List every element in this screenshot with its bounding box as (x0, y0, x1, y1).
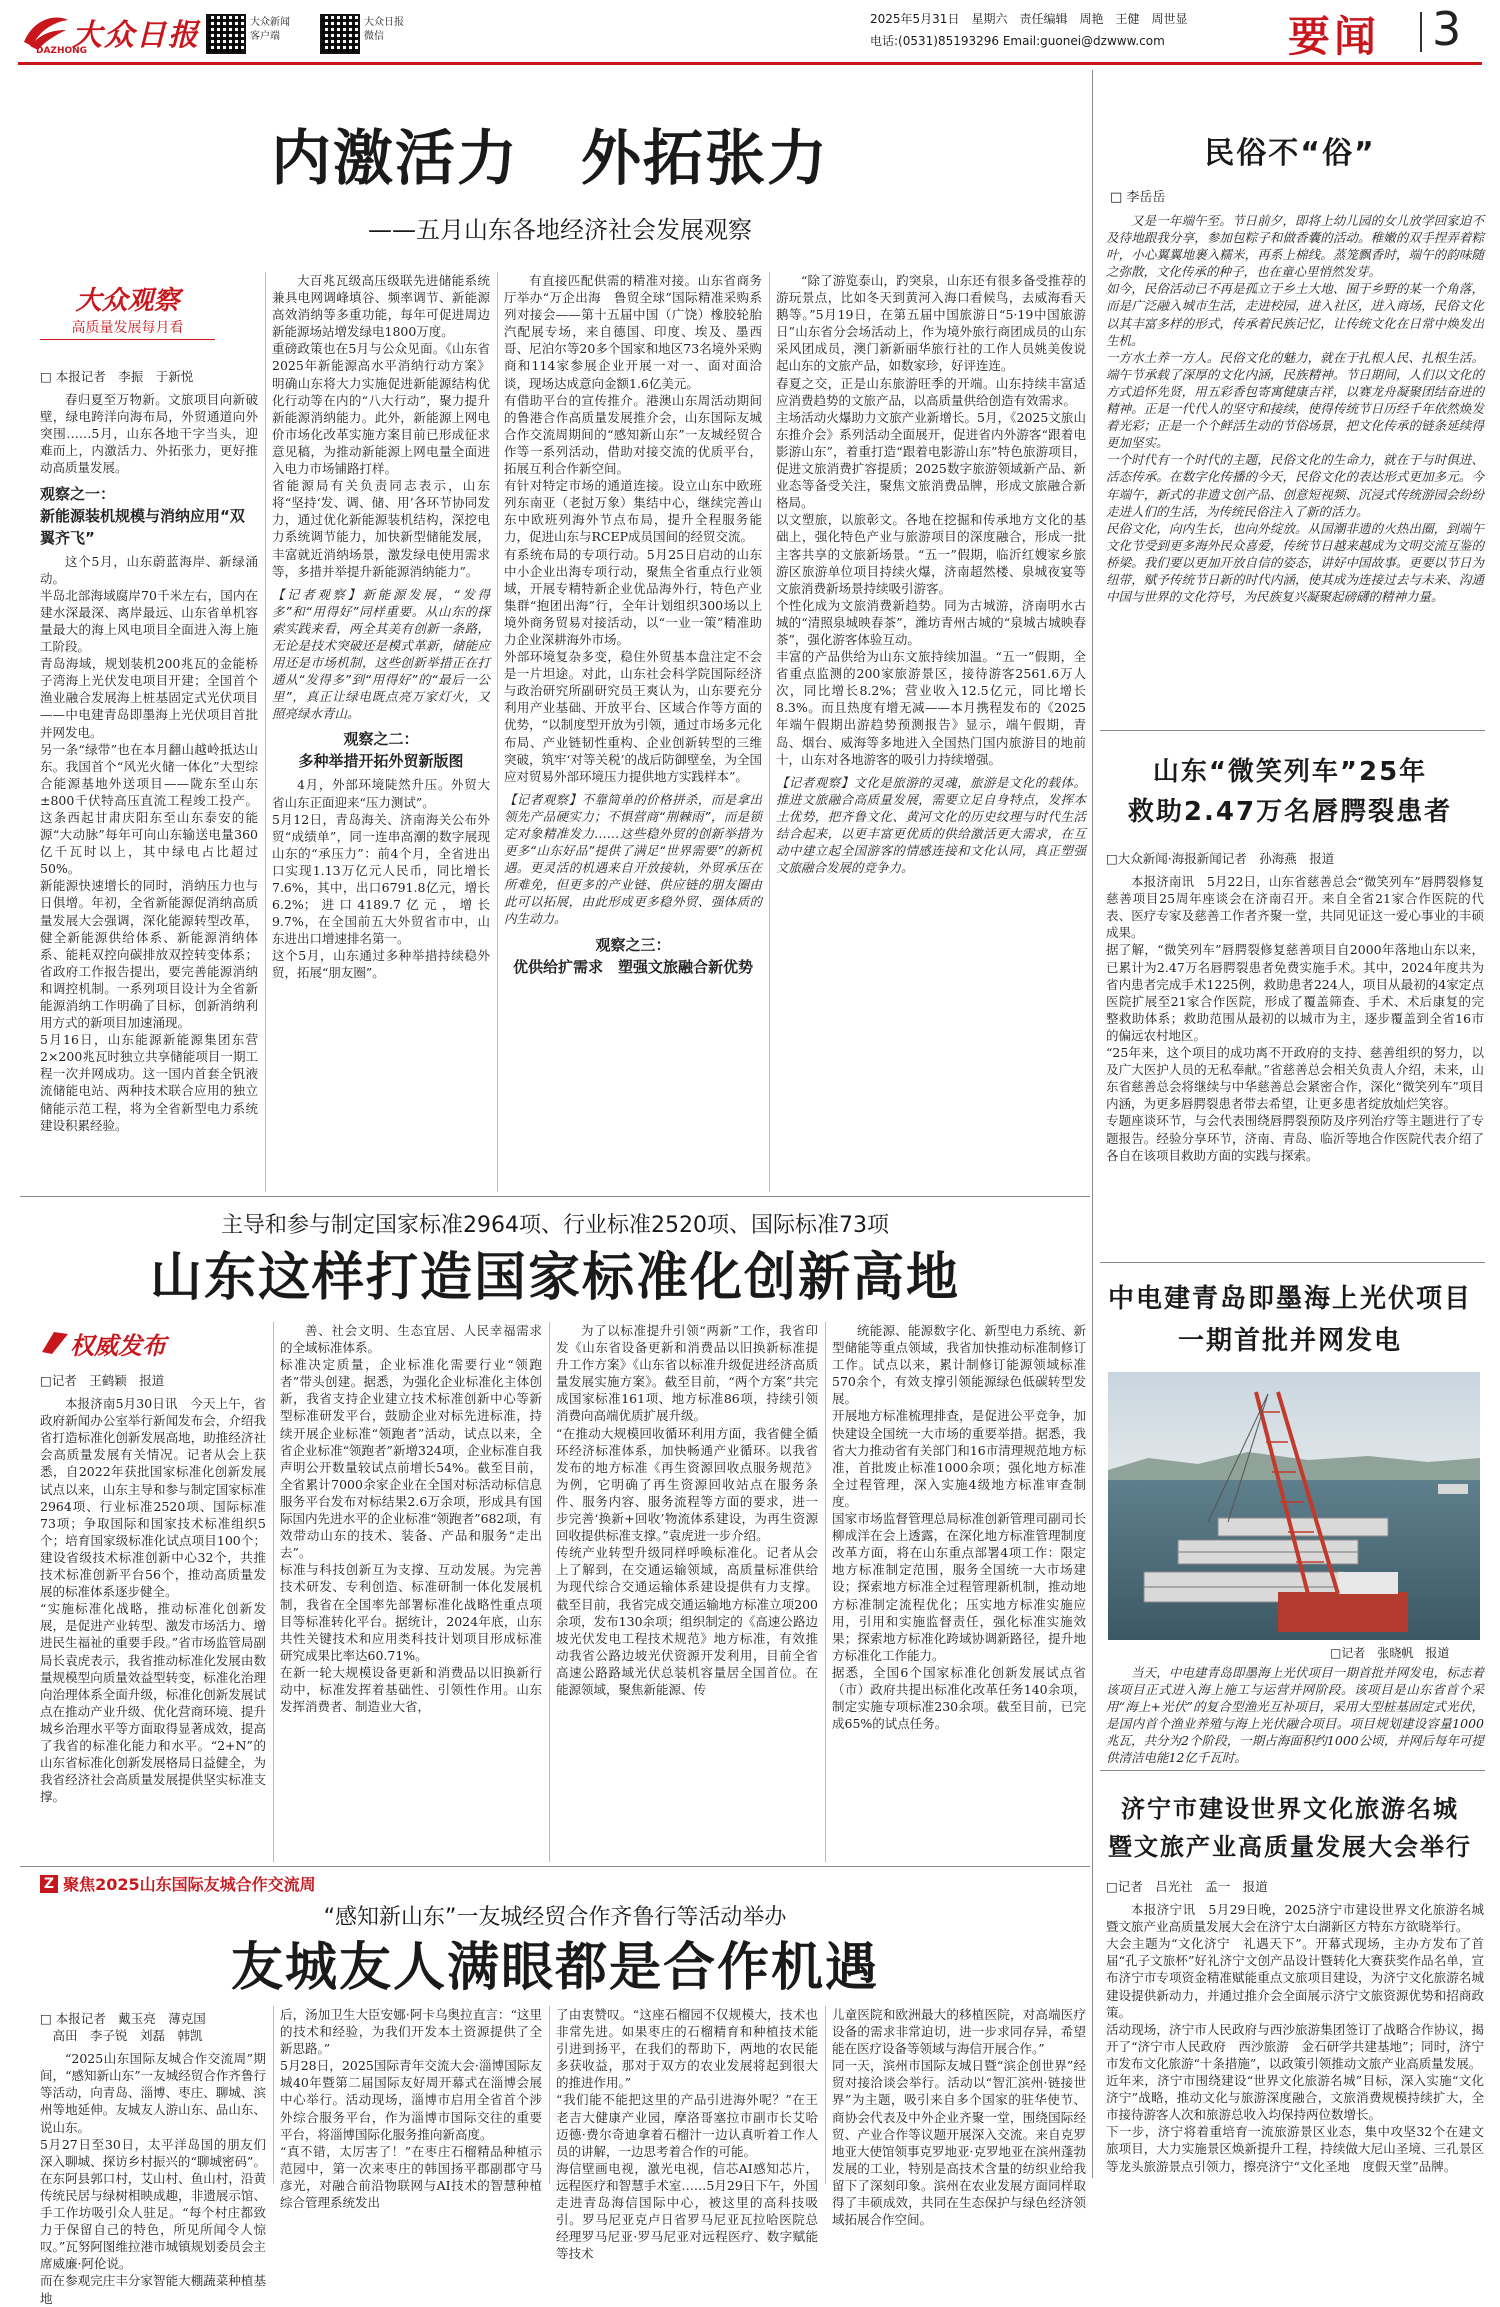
friend-city-text-3: 了由衷赞叹。“这座石榴园不仅规模大，技术也非常先进。如果枣庄的石榴精育和种植技术能引进到扬平，在我们的帮助下，两地的农民能多获收益，那对于双方的农业发展将起到很大的推进作用。” “我们能不能把这里的产品引进海外呢？”在王老吉大健康产业园，摩洛哥塞拉市副市长艾哈迈德·费尔奇迪拿着石榴汁一边认真听着工作人员的讲解，一边思考着合作的可能。 海信壁画电视，激光电视，信芯AI感知芯片，远程医疗和智慧手术室……5月29日下午，外国走进青岛海信国际中心，被这里的高科技吸引。罗马尼亚克卢日省罗马尼亚瓦拉哈医院总经理罗马尼亚·罗马尼亚对远程医疗、数字赋能等技术 (556, 2007, 818, 2262)
section-title: 要闻 (1288, 12, 1381, 61)
standards-text-1: 本报济南5月30日讯 今天上午，省政府新闻办公室举行新闻发布会，介绍我省打造标准化创新发展高地，助推经济社会高质量发展有关情况。记者从会上获悉，自2022年获批国家标准化创新发展试点以来，山东主导和参与制定国家标准2964项、行业标准2520项、国际标准73项；争取国际和国家技术标准组织5个；培育国家级标准化试点项目100个；建设省级技术标准创新中心32个，共推技术标准创新平台56个，推动高质量发展的标准体系逐步健全。 “实施标准化战略，推动标准化创新发展，是促进产业转型、激发市场活力、增进民生福祉的重要手段。”省市场监管局副局长袁虎表示，我省推动标准化发展由数量规模型向质量效益型转变，标准化治理向治理体系全面升级，标准化创新发展试点在推动产业升级、优化营商环境、提升城乡治理水平等方面取得显著成效，提高了我省的标准化能力和水平。“2+N”的山东省标准化创新发展格局日益健全，为我省经济社会高质量发展提供坚实标准支撑。 (40, 1396, 266, 1805)
folk-body (1106, 212, 1484, 722)
newspaper-logo-en: DAZHONG (36, 46, 88, 56)
standards-column-4 (832, 1322, 1086, 1860)
friend-city-column-1 (40, 2006, 266, 2306)
lead-column-1-body: 这个5月，山东蔚蓝海岸、新绿涌动。 半岛北部海域腐岸70千米左右，国内在建水深最深、离岸最远、山东省单机容量最大的海上风电项目全面进入海上施工阶段。 青岛海域，规划装机200兆瓦的金能桥子湾海上光伏发电项目开建；全国首个渔业融合发展海上桩基固定式光伏项目——中电建青岛即墨海上光伏项目首批并网发电。 另一条“绿带”也在本月翻山越岭抵达山东。我国首个“风光火储一体化”大型综合能源基地外送项目——陇东至山东±800千伏特高压直流工程竣工投产。这条西起甘肃庆阳东至山东泰安的能源“大动脉”每年可向山东输送电量360亿千瓦时以上，其中绿电占比超过50%。 新能源快速增长的同时，消纳压力也与日俱增。年初，全省新能源促消纳高质量发展大会强调，深化能源转型改革，健全新能源供给体系、新能源消纳体系、能耗双控向碳排放双控转变体系；省政府工作报告提出，要完善能源消纳和调控机制。一系列项目设计为全省新能源消纳工作明确了目标，创新消纳利用方式的新项目加速涌现。 5月16日，山东能源新能源集团东营2×200兆瓦时独立共享储能项目一期工程一次并网成功。这一国内首套全钒液流储能电站、两种技术联合应用的独立储能示范工程，将为全省新型电力系统建设积累经验。 (40, 553, 258, 1133)
column-divider (825, 2006, 826, 2184)
page-divider (1092, 70, 1093, 2178)
column-divider (273, 2006, 274, 2184)
qr-code-icon (320, 14, 360, 54)
friend-city-column-2 (280, 2006, 542, 2211)
folk-text: 又是一年端午至。节日前夕，即将上幼儿园的女儿放学回家迫不及待地跟我分享，参加包粽子和做香囊的活动。稚嫩的双手捏弄着粽叶，小心翼翼地裹入糯米，再系上棉线。蒸笼飘香时，端午的韵味随之弥散，文化传承的种子，也在童心里悄然发芽。 如今，民俗活动已不再是孤立于乡土大地、囿于乡野的某一个角落，而是广泛融入城市生活，走进校园，进入社区，进入商场，民俗文化以其丰富多样的形式，传承着民族记忆，让传统文化在日常中焕发出生机。 一方水土养一方人。民俗文化的魅力，就在于扎根人民、扎根生活。端午节承载了深厚的文化内涵，民族精神。节日期间，人们以文化的方式追怀先贤，用五彩香包寄寓健康吉祥，以赛龙舟凝聚团结奋进的精神。正是一代代人的坚守和接续，使得传统节日历经千年依然焕发着光彩；正是一个个鲜活生动的节俗场景，把文化传承的链条延续得更加坚实。 一个时代有一个时代的主题，民俗文化的生命力，就在于与时俱进、活态传承。在数字化传播的今天，民俗文化的表达形式更加多元。今年端午，新式的非遗文创产品、创意短视频、沉浸式传统游园会纷纷走进人们的生活，为传统民俗注入了新的活力。 民俗文化，向内生长，也向外绽放。从国潮非遗的火热出圈，到端午文化节受到更多海外民众喜爱，传统节日越来越成为文明交流互鉴的桥梁。我们要以更加开放自信的姿态，讲好中国故事。更要以节日为纽带，赋予传统节日新的时代内涵，使其成为连接过去与未来、沟通中国与世界的文化符号，为民族复兴凝聚起磅礴的精神力量。 (1106, 213, 1484, 605)
standards-text-2: 善、社会文明、生态宜居、人民幸福需求的全域标准体系。 标准决定质量，企业标准化需要行业“领跑者”带头创建。据悉，为强化企业标准化主体创新，我省支持企业建立技术标准创新中心等新型标准研发平台，鼓励企业对标先进标准，持续开展企业标准“领跑者”活动，试点以来，全省企业标准“领跑者”新增324项，企业标准自我声明公开数量较试点前增长54%。截至目前，全省累计7000余家企业在全国对标活动标信息服务平台发布对标结果2.6万余项，形成具有国际国内先进水平的企业标准“领跑者”682项，有效带动山东的技术、装备、产品和服务“走出去”。 标准与科技创新互为支撑、互动发展。为完善技术研发、专利创造、标准研制一体化发展机制，我省在全国率先部署标准化战略性重点项目等标准转化平台。据统计，2024年底，山东共性关键技术和应用类科技计划项目形成标准研究成果比率达60.71%。 在新一轮大规模设备更新和消费品以旧换新行动中，标准发挥着基础性、引领性作用。山东发挥消费者、制造业大省， (280, 1323, 542, 1715)
qr-label-app: 大众新闻 客户端 (250, 17, 290, 42)
jining-text: 本报济宁讯 5月29日晚，2025济宁市建设世界文化旅游名城暨文旅产业高质量发展大会在济宁太白湖新区方特东方欲晓举行。 大会主题为“文化济宁 礼遇天下”。开幕式现场，主办方发布了首届“孔子文旅杯”好礼济宁文创产品设计暨转化大赛获奖作品名单，宣布济宁市专项资金精准赋能重点文旅项目建设，为济宁文化旅游名城建设提供新动力，并通过推介会全面展示济宁文旅资源优势和招商政策。 活动现场，济宁市人民政府与西沙旅游集团签订了战略合作协议，揭开了“济宁市人民政府 西沙旅游 金石研学共建基地”；同时，济宁市发布文化旅游“十条措施”，以政策引领推动文旅产业高质量发展。 近年来，济宁市围绕建设“世界文化旅游名城”目标，深入实施“文化济宁”战略，推动文化与旅游深度融合，文旅消费规模持续扩大，全市接待游客人次和旅游总收入均保持两位数增长。 下一步，济宁将着重培育一流旅游景区业态，集中攻坚32个在建文旅项目，大力实施景区焕新提升工程，持续做大尼山圣境、三孔景区等龙头旅游景点引领力，擦亮济宁“文化圣地 度假天堂”品牌。 (1106, 1902, 1484, 2174)
standards-text-4: 统能源、能源数字化、新型电力系统、新型储能等重点领域，我省加快推动标准制修订工作。试点以来，累计制修订能源领域标准570余个，有效支撑引领能源绿色低碳转型发展。 开展地方标准梳理排查，是促进公平竞争，加快建设全国统一大市场的重要举措。据悉，我省大力推动省有关部门和16市清理规范地方标准，首批废止标准1000余项；强化地方标准全过程管理，深入实施4级地方标准审查制度。 国家市场监督管理总局标准创新管理司副司长柳成洋在会上透露，在深化地方标准管理制度改革方面，将在山东重点部署4项工作：限定地方标准制定范围，服务全国统一大市场建设；探索地方标准全过程管理新机制，推动地方标准制定流程优化；压实地方标准实施应用，引用和实施监督责任，强化标准实施效果；探索地方标准化跨域协调新路径，提升地方标准化工作能力。 据悉，全国6个国家标准化创新发展试点省（市）政府共提出标准化改革任务140余项，制定实施专项标准230余项。截至目前，已完成65%的试点任务。 (832, 1323, 1086, 1732)
lead-column-2b-body: 4月，外部环境陡然升压。外贸大省山东正面迎来“压力测试”。 5月12日，青岛海关、济南海关公布外贸“成绩单”，同一连串高潮的数字展现山东的“承压力”：前4个月，全省进出口实现1.13万亿元人民币，同比增长7.6%，其中，出口6791.8亿元，增长6.2%；进口4189.7亿元，增长9.7%，在全国前五大外贸省市中，山东进出口增速排名第一。 这个5月，山东通过多种举措持续稳外贸，拓展“朋友圈”。 (272, 777, 490, 981)
lead-column-2 (272, 272, 490, 1192)
tag-title: 大众观察 (75, 286, 180, 316)
standards-byline: □记者 王鹤颖 报道 (40, 1373, 165, 1388)
smile-train-text: 本报济南讯 5月22日，山东省慈善总会“微笑列车”唇腭裂修复慈善项目25周年座谈会在济南召开。来自全省21家合作医院的代表、医疗专家及慈善工作者齐聚一堂，共同见证这一爱心事业的丰硕成果。 据了解，“微笑列车”唇腭裂修复慈善项目自2000年落地山东以来，已累计为2.47万名唇腭裂患者免费实施手术。其中，2024年度共为省内患者完成手术1225例，救助患者224人，项目从最初的4家定点医院扩展至21家合作医院，形成了覆盖筛查、手术、术后康复的完整救助体系；救助范围从最初的以城市为主，逐步覆盖到全省16市的偏远农村地区。 “25年来，这个项目的成功离不开政府的支持、慈善组织的努力，以及广大医护人员的无私奉献。”省慈善总会相关负责人介绍，未来，山东省慈善总会将继续与中华慈善总会紧密合作，深化“微笑列车”项目内涵，为更多唇腭裂患者带去希望，让更多患者绽放灿烂笑容。 专题座谈环节，与会代表围绕唇腭裂预防及序列治疗等主题进行了专题报告。经验分享环节，济南、青岛、临沂等地合作医院代表介绍了各自在该项目救助方面的实践与探索。 (1106, 874, 1484, 1163)
observation-1-title: 观察之一： 新能源装机规模与消纳应用“双翼齐飞” (40, 484, 245, 547)
qr-code-icon (206, 14, 246, 54)
folk-headline: 民俗不“俗” (1204, 136, 1376, 171)
folk-byline: □ 李岳岳 (1110, 190, 1166, 205)
tag-subtitle: 高质量发展每月看 (40, 317, 215, 340)
reporter-note-3: 【记者观察】文化是旅游的灵魂，旅游是文化的载体。推进文旅融合高质量发展，需要立足自身特点，发挥本土优势，把齐鲁文化、黄河文化的历史纹理与时代生活结合起来，以更丰富更优质的供给激活更大需求，在互动中建立起全国游客的情感连接和文化认同，真正塑强文旅融合发展的竞争力。 (776, 774, 1086, 876)
pv-headline-visible: 中电建青岛即墨海上光伏项目 一期首批并网发电 (1107, 1284, 1472, 1356)
contact-line: 电话:(0531)85193296 Email:guonei@dzwww.com (870, 34, 1165, 48)
standards-text-3: 为了以标准提升引领“两新”工作，我省印发《山东省设备更新和消费品以旧换新标准提升工作方案》《山东省以标准升级促进经济高质量发展实施方案》。截至目前，“两个方案”共完成国家标准161项、地方标准86项，持续引领消费向高端优质扩展升级。 “在推动大规模回收循环利用方面，我省健全循环经济标准体系，加快畅通产业循环。以我省发布的地方标准《再生资源回收点服务规范》为例，它明确了再生资源回收站点在服务条件、服务内容、服务流程等方面的要求，进一步完善‘换新+回收’物流体系建设，为再生资源回收提供标准支撑。”袁虎进一步介绍。 传统产业转型升级同样呼唤标准化。记者从会上了解到，在交通运输领域，高质量标准供给为现代综合交通运输体系建设提供有力支撑。截至目前，我省完成交通运输地方标准立项200余项，发布130余项；组织制定的《高速公路边坡光伏发电工程技术规范》地方标准，有效推动我省公路边坡光伏资源开发利用，目前全省高速公路路域光伏总装机容量居全国首位。在能源领域，聚焦新能源、传 (556, 1323, 818, 1697)
red-brush-icon (40, 1330, 70, 1356)
friend-city-byline: □ 本报记者 戴玉亮 薄克国 高田 李子锐 刘磊 韩凯 (40, 2011, 206, 2044)
column-divider (273, 1322, 274, 1862)
friend-city-column-4 (832, 2006, 1086, 2228)
friend-city-tag (40, 1872, 316, 1894)
standards-column-1 (40, 1368, 266, 1860)
column-divider (825, 1322, 826, 1862)
page-number: 3 (1432, 2, 1462, 56)
friend-city-text-1: “2025山东国际友城合作交流周”期间，“感知新山东”一友城经贸合作齐鲁行等活动，向青岛、淄博、枣庄、聊城、滨州等地延伸。友城友人游山东、品山东、说山东。 5月27日至30日，太平洋岛国的朋友们深入聊城、探访乡村振兴的“聊城密码”。在东阿县郭口村，艾山村、鱼山村，沿黄传统民居与绿树相映成趣，非遗展示馆、手工作坊吸引众人驻足。“每个村庄都致力于保留自己的特色，所见所闻令人惊叹。”瓦努阿图维拉港市城镇规划委员会主席威廉·阿伦说。 而在参观完庄丰分家智能大棚蔬菜种植基地 (40, 2051, 266, 2306)
section-divider (1420, 12, 1422, 52)
lead-column-2-body: 大百兆瓦级高压级联先进储能系统兼具电网调峰填谷、频率调节、新能源高效消纳等多重功能，每年可促进周边新能源场站增发绿电1800万度。 重磅政策也在5月与公众见面。《山东省2025年新能源高水平消纳行动方案》明确山东将大力实施促进新能源结构优化行动等在内的“八大行动”，聚力提升新能源消纳能力。此外，新能源上网电价市场化改革实施方案目前已形成征求意见稿，为推动新能源上网电量全面进入电力市场铺路打样。 省能源局有关负责同志表示，山东将“坚持‘发、调、储、用’各环节协同发力，通过优化新能源装机结构，深挖电力系统调节能力，加快新型储能发展，丰富就近消纳场景，激发绿电使用需求等，多措并举提升新能源消纳能力”。 (272, 273, 490, 579)
section-divider (1100, 1770, 1485, 1771)
standards-column-2 (280, 1322, 542, 1860)
lead-subhead: ——五月山东各地经济社会发展观察 (368, 216, 752, 244)
smile-train-byline: □大众新闻·海报新闻记者 孙海燕 报道 (1106, 851, 1335, 866)
newspaper-logo: 大众日报 (72, 18, 200, 53)
column-divider (769, 272, 770, 1192)
friend-city-text-4: 儿童医院和欧洲最大的移植医院，对高端医疗设备的需求非常迫切，进一步求同存异，希望能在医疗设备等领域与海信开展合作。” 同一天，滨州市国际友城日暨“滨企创世界”经贸对接洽谈会举行。活动以“智汇滨州·链接世界”为主题，吸引来自多个国家的驻华使节、商协会代表及中外企业齐聚一堂，围绕国际经贸、产业合作等议题开展深入交流。来自克罗地亚大使馆领事克罗地亚·克罗地亚在滨州蓬勃发展的工业，特别是高技术含量的纺织业给我留下了深刻印象。滨州在农业发展方面同样取得了丰硕成效，共同在生态保护与绿色经济领域拓展合作空间。 (832, 2007, 1086, 2228)
lead-headline: 内激活力 外拓张力 (271, 124, 829, 194)
section-divider (20, 1866, 1090, 1867)
lead-column-1 (40, 364, 258, 1192)
standards-kicker: 主导和参与制定国家标准2964项、行业标准2520项、国际标准73项 (221, 1213, 889, 1238)
column-divider (549, 1322, 550, 1862)
date-line: 2025年5月31日 星期六 责任编辑 周艳 王健 周世显 (870, 12, 1188, 26)
smile-train-body (1106, 846, 1484, 1254)
lead-column-3-body: 有直接匹配供需的精准对接。山东省商务厅举办“万企出海 鲁贸全球”国际精准采购系列对接会——第十五届中国（广饶）橡胶轮胎汽配展专场，来自德国、印度、埃及、墨西哥、尼泊尔等20多个国家和地区73名境外采购商和114家参展企业开展一对一、面对面洽谈，现场达成意向金额1.6亿美元。 有借助平台的宣传推介。港澳山东周活动期间的鲁港合作高质量发展推介会，山东国际友城合作交流周期间的“感知新山东”一友城经贸合作等一系列活动，借助对接交流的优质平台，拓展互利合作新空间。 有针对特定市场的通道连接。设立山东中欧班列东南亚（老挝万象）集结中心，继续完善山东中欧班列海外节点布局，提升全程服务能力，促进山东与RCEP成员国间的经贸交流。 有系统布局的专项行动。5月25日启动的山东中小企业出海专项行动，聚焦全省重点行业领域，开展专精特新企业优品海外行，特色产业集群“抱团出海”行，全年计划组织300场以上境外商务贸易对接活动，以“一业一策”精准助力企业深耕海外市场。 外部环境复杂多变，稳住外贸基本盘注定不会是一片坦途。对此，山东社会科学院国际经济与政治研究所副研究员王爽认为，山东要充分利用产业基础、开放平台、区域合作等方面的优势，“以制度型开放为引领，通过市场多元化布局、产业链韧性重构、企业创新转型的三维突破，筑牢‘对等关税’的战后防御壁垒，为全国应对贸易外部环境压力提供地方实践样本”。 (504, 273, 762, 784)
lead-column-4-body: “除了游览泰山，趵突泉，山东还有很多备受推荐的游玩景点，比如冬天到黄河入海口看候鸟，去威海看天鹅等。”5月19日，在第五届中国旅游日“5·19中国旅游日”山东省分会场活动上，作为境外旅行商团成员的山东采风团成员，澳门新新丽华旅行社的工作人员姚美俊说起山东的文旅产品，如数家珍，好评连连。 春夏之交，正是山东旅游旺季的开端。山东持续丰富适应消费趋势的文旅产品，以高质量供给创造有效需求。 主场活动火爆助力文旅产业新增长。5月，《2025文旅山东推介会》系列活动全面展开，促进省内外游客“跟着电影游山东”，着重打造“跟着电影游山东”特色旅游项目，促进文旅消费扩容提质；2025数字旅游领域新产品、新业态等备受关注，聚焦文旅消费品牌，形成文旅融合新格局。 以文塑旅，以旅彰文。各地在挖掘和传承地方文化的基础上，强化特色产业与旅游项目的深度融合，形成一批主客共享的文旅新场景。“五一”假期，临沂红嫂家乡旅游区旅游单位项目持续火爆，济南超然楼、泉城夜宴等文旅消费新场景持续吸引游客。 个性化成为文旅消费新趋势。同为古城游，济南明水古城的“清照泉城映春茶”，潍坊青州古城的“泉城古城映春茶”，强化游客体验互动。 丰富的产品供给为山东文旅持续加温。“五一”假期，全省重点监测的200家旅游景区，接待游客2561.6万人次，同比增长8.2%；营业收入12.5亿元，同比增长8.3%。而且热度有增无减——本月携程发布的《2025年端午假期出游趋势预测报告》显示，端午假期，青岛、烟台、威海等多地进入全国热门国内旅游目的地前十，山东对各地游客的吸引力持续增强。 (776, 273, 1086, 767)
jining-byline: □记者 吕光社 孟一 报道 (1106, 1879, 1268, 1894)
jining-headline: 济宁市建设世界文化旅游名城 暨文旅产业高质量发展大会举行 (1108, 1795, 1472, 1861)
friend-city-column-3 (556, 2006, 818, 2262)
section-divider (1100, 730, 1485, 731)
column-divider (549, 2006, 550, 2184)
observation-3-title: 观察之三： 优供给扩需求 塑强文旅融合新优势 (512, 935, 753, 976)
lead-column-3 (504, 272, 762, 1192)
section-divider (1100, 1262, 1485, 1263)
column-divider (497, 272, 498, 1192)
friend-city-headline: 友城友人满眼都是合作机遇 (230, 1938, 879, 1998)
standards-column-3 (556, 1322, 818, 1860)
smile-train-headline: 山东“微笑列车”25年 救助2.47万名唇腭裂患者 (1127, 757, 1453, 827)
masthead-rule (18, 62, 1482, 65)
qr-label-wechat: 大众日报 微信 (364, 17, 404, 42)
standards-tag (40, 1326, 200, 1360)
lead-byline: □ 本报记者 李振 于新悦 (40, 369, 194, 384)
reporter-note-2: 【记者观察】不靠简单的价格拼杀，而是拿出领先产品硬实力；不惧营商“荆棘雨”，而是锁定对象精准发力……这些稳外贸的创新举措为更多“山东好品”提供了满足“世界需要”的新机遇。更灵活的机遇来自开放接轨，外贸承压在所难免，但更多的产业链、供应链的朋友圈由此可以拓展，由此形成更多稳外贸、强体质的内生动力。 (504, 791, 762, 927)
observation-tag (40, 280, 215, 342)
tag-z-icon: Z (40, 1875, 58, 1893)
offshore-pv-photo (1108, 1372, 1480, 1640)
standards-headline: 山东这样打造国家标准化创新高地 (149, 1248, 960, 1308)
lead-column-4 (776, 272, 1086, 1192)
friend-city-kicker: “感知新山东”一友城经贸合作齐鲁行等活动举办 (323, 1905, 787, 1930)
standards-tag-label: 权威发布 (70, 1332, 166, 1360)
column-divider (265, 272, 266, 1192)
jining-body (1106, 1874, 1484, 2180)
pv-photo-credit: □记者 张晓帆 报道 (1330, 1646, 1450, 1660)
reporter-note-1: 【记者观察】新能源发展，“发得多”和“用得好”同样重要。从山东的探索实践来看，两全其美有创新一条路，无论是技术突破还是模式革新，储能应用还是市场机制，这些创新举措正在打通从“发得多”到“用得好”的“最后一公里”，真正让绿电既点亮万家灯火，又照亮绿水青山。 (272, 586, 490, 722)
masthead (0, 0, 1500, 60)
observation-2-title: 观察之二： 多种举措开拓外贸新版图 (298, 730, 464, 771)
lead-intro: 春归夏至万物新。文旅项目向新破壁，绿电跨洋向海布局，外贸通道向外突围……5月，山东各地干字当头，迎难而上，内激活力、外拓张力，更好推动高质量发展。 (40, 392, 258, 476)
pv-caption-text: 当天，中电建青岛即墨海上光伏项目一期首批并网发电，标志着该项目正式进入海上施工与运营并网阶段。该项目是山东省首个采用“海上+光伏”的复合型渔光互补项目，采用大型桩基固定式光伏，是国内首个渔业养殖与海上光伏融合项目。项目规划建设容量1000兆瓦，共分为2个阶段，一期占海面积约1000公顷，并网后每年可提供清洁电能12亿千瓦时。 (1106, 1665, 1484, 1766)
pv-caption (1106, 1664, 1484, 1764)
friend-city-text-2: 后，汤加卫生大臣安娜·阿卡乌奥拉直言：“这里的技术和经验，为我们开发本土资源提供了全新思路。” 5月28日，2025国际青年交流大会·淄博国际友城40年暨第二届国际友好周开幕式在淄博会展中心举行。活动现场，淄博市启用全省首个涉外综合服务平台，作为淄博市国际交往的重要平台，将淄博国际化服务推向新高度。 “真不错，太厉害了！”在枣庄石榴精品种植示范园中，第一次来枣庄的韩国扬平郡副郡守马彦光，对融合前沿物联网与AI技术的智慧种植综合管理系统发出 (280, 2007, 542, 2211)
section-divider (20, 1196, 1090, 1197)
friend-city-tag-label: 聚焦2025山东国际友城合作交流周 (63, 1875, 316, 1894)
